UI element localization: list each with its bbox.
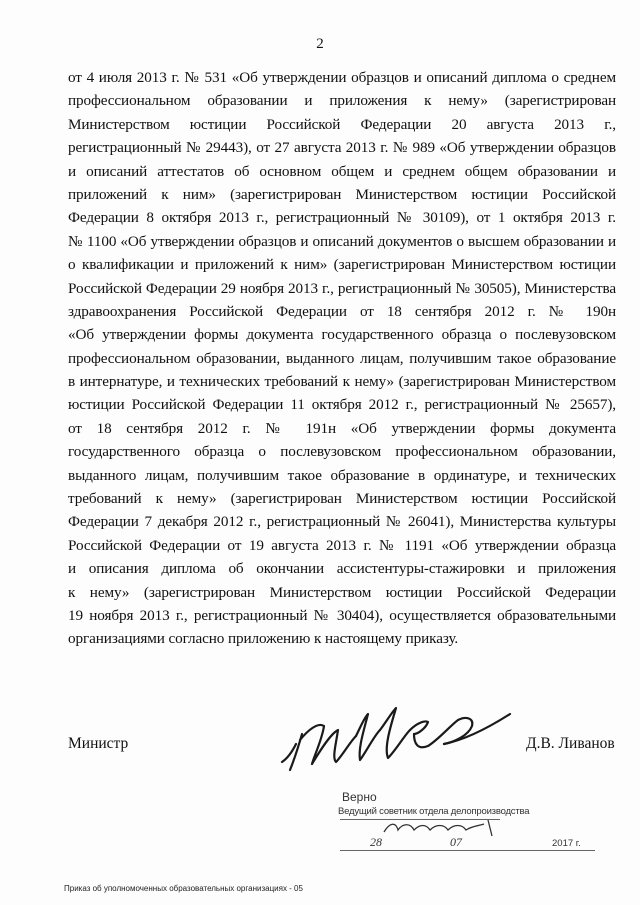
handwritten-signature xyxy=(278,700,518,780)
body-text-line: и описания диплома об окончании ассистентуры-стажировки и приложения xyxy=(68,560,616,578)
body-text-line: № 1100 «Об утверждении образцов и описаний документов о высшем образовании и xyxy=(68,232,616,250)
body-text-line: «Об утверждении формы документа государственного образца о послевузовском xyxy=(68,326,616,344)
body-text-line: Федерации 7 декабря 2012 г., регистрационный № 26041), Министерства культуры xyxy=(68,513,616,531)
body-text-line: Министерством юстиции Российской Федерации 20 августа 2013 г., xyxy=(68,115,616,133)
stamp-verno: Верно xyxy=(342,790,377,804)
document-footer: Приказ об уполномоченных образовательных организациях - 05 xyxy=(64,884,303,893)
body-text-line: Российской Федерации от 19 августа 2013 г. № 1191 «Об утверждении образца xyxy=(68,536,616,554)
body-text-line: организациями согласно приложению к настоящему приказу. xyxy=(68,630,459,648)
certification-stamp xyxy=(330,790,620,860)
stamp-date-line xyxy=(340,850,595,851)
body-text-line: профессиональном образовании и приложения к нему» (зарегистрирован xyxy=(68,92,616,110)
body-text-line: от 18 сентября 2012 г. № 191н «Об утверждении формы документа xyxy=(68,419,616,437)
stamp-date-month: 07 xyxy=(450,835,462,849)
body-text-line: государственного образца о послевузовском профессиональном образовании, xyxy=(68,443,616,461)
stamp-date-year: 2017 г. xyxy=(552,838,581,849)
body-text-line: к нему» (зарегистрирован Министерством юстиции Российской Федерации xyxy=(68,583,616,601)
body-text-line: профессиональном образовании, выданного лицам, получившим такое образование xyxy=(68,349,616,367)
signatory-name: Д.В. Ливанов xyxy=(526,735,615,752)
body-text-line: регистрационный № 29443), от 27 августа 2013 г. № 989 «Об утверждении образцов xyxy=(68,139,616,157)
clerk-handwritten-signature xyxy=(380,816,500,840)
body-text-line: и описаний аттестатов об основном общем и среднем общем образовании и xyxy=(68,162,616,180)
body-text-line: от 4 июля 2013 г. № 531 «Об утверждении образцов и описаний диплома о среднем xyxy=(68,69,616,86)
body-text-line: приложений к ним» (зарегистрирован Министерством юстиции Российской xyxy=(68,185,616,203)
body-text-line: о квалификации и приложений к ним» (зарегистрирован Министерством юстиции xyxy=(68,256,616,274)
page-number: 2 xyxy=(316,36,324,52)
body-text-line: в интернатуре, и технических требований к нему» (зарегистрирован Министерством xyxy=(68,373,616,391)
body-text-line: Федерации 8 октября 2013 г., регистрационный № 30109), от 1 октября 2013 г. xyxy=(68,209,616,227)
body-text-line: 19 ноября 2013 г., регистрационный № 30404), осуществляется образовательными xyxy=(68,606,616,624)
stamp-date-day: 28 xyxy=(370,835,382,849)
body-text xyxy=(68,66,616,651)
stamp-role: Ведущий советник отдела делопроизводства xyxy=(338,806,530,817)
body-text-line: Российской Федерации 29 ноября 2013 г., регистрационный № 30505), Министерства xyxy=(68,279,616,297)
signatory-title: Министр xyxy=(68,735,129,752)
body-text-line: здравоохранения Российской Федерации от 18 сентября 2012 г. № 190н xyxy=(68,302,616,320)
body-text-line: требований к нему» (зарегистрирован Министерством юстиции Российской xyxy=(68,490,616,508)
body-text-line: выданного лицам, получившим такое образование в ординатуре, и технических xyxy=(68,466,616,484)
body-text-line: юстиции Российской Федерации 11 октября 2012 г., регистрационный № 25657), xyxy=(68,396,616,414)
